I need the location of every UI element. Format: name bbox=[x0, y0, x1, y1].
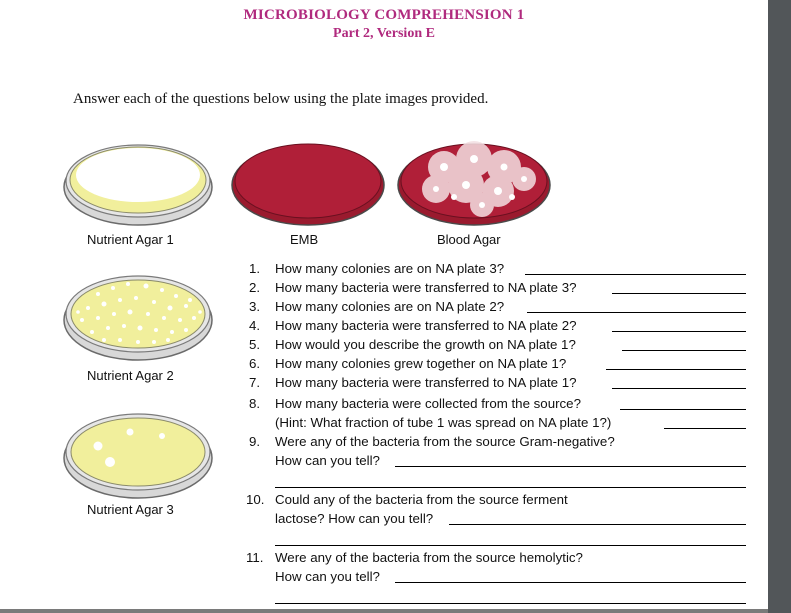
answer-line[interactable] bbox=[525, 274, 746, 275]
question-text: Were any of the bacteria from the source hemolytic? bbox=[275, 550, 583, 565]
question-number: 6. bbox=[249, 356, 261, 371]
answer-line[interactable] bbox=[622, 350, 746, 351]
viewer-background bbox=[768, 0, 791, 613]
emb-label: EMB bbox=[290, 232, 319, 247]
answer-line[interactable] bbox=[275, 487, 746, 488]
question-text-continued: lactose? How can you tell? bbox=[275, 511, 434, 526]
question-text: How many bacteria were transferred to NA plate 2? bbox=[275, 318, 577, 333]
nutrient-agar-3-label: Nutrient Agar 3 bbox=[87, 502, 174, 517]
blood-agar-label: Blood Agar bbox=[437, 232, 501, 247]
question-text-continued: How can you tell? bbox=[275, 453, 380, 468]
question-number: 7. bbox=[249, 375, 261, 390]
answer-line[interactable] bbox=[612, 388, 746, 389]
blood-agar-plate bbox=[394, 127, 554, 231]
answer-line[interactable] bbox=[449, 524, 746, 525]
page-bottom-edge bbox=[0, 609, 768, 613]
answer-line[interactable] bbox=[606, 369, 746, 370]
emb-plate bbox=[228, 127, 388, 231]
answer-line[interactable] bbox=[620, 409, 746, 410]
question-text: Were any of the bacteria from the source Gram-negative? bbox=[275, 434, 615, 449]
nutrient-agar-3-plate bbox=[58, 400, 218, 504]
question-text: How many bacteria were transferred to NA plate 1? bbox=[275, 375, 577, 390]
question-text-continued: How can you tell? bbox=[275, 569, 380, 584]
question-text: How many bacteria were transferred to NA plate 3? bbox=[275, 280, 577, 295]
answer-line[interactable] bbox=[395, 466, 746, 467]
question-hint: (Hint: What fraction of tube 1 was spread on NA plate 1?) bbox=[275, 415, 612, 430]
question-text: How many colonies are on NA plate 3? bbox=[275, 261, 505, 276]
question-number: 9. bbox=[249, 434, 261, 449]
question-text: How many bacteria were collected from the source? bbox=[275, 396, 581, 411]
question-number: 2. bbox=[249, 280, 261, 295]
question-number: 11. bbox=[246, 550, 264, 565]
answer-line[interactable] bbox=[395, 582, 746, 583]
question-text: Could any of the bacteria from the source ferment bbox=[275, 492, 568, 507]
answer-line[interactable] bbox=[527, 312, 746, 313]
question-text: How many colonies grew together on NA plate 1? bbox=[275, 356, 567, 371]
question-number: 5. bbox=[249, 337, 261, 352]
answer-line[interactable] bbox=[612, 293, 746, 294]
instructions: Answer each of the questions below using the plate images provided. bbox=[73, 91, 489, 107]
nutrient-agar-2-label: Nutrient Agar 2 bbox=[87, 368, 174, 383]
answer-line[interactable] bbox=[275, 603, 746, 604]
nutrient-agar-2-plate bbox=[58, 262, 218, 366]
question-text: How would you describe the growth on NA plate 1? bbox=[275, 337, 576, 352]
question-number: 3. bbox=[249, 299, 261, 314]
answer-line[interactable] bbox=[664, 428, 746, 429]
question-number: 4. bbox=[249, 318, 261, 333]
question-number: 10. bbox=[246, 492, 265, 507]
nutrient-agar-1-plate bbox=[58, 125, 218, 229]
answer-line[interactable] bbox=[275, 545, 746, 546]
question-text: How many colonies are on NA plate 2? bbox=[275, 299, 505, 314]
question-number: 1. bbox=[249, 261, 261, 276]
question-number: 8. bbox=[249, 396, 261, 411]
nutrient-agar-1-label: Nutrient Agar 1 bbox=[87, 232, 174, 247]
document-subtitle: Part 2, Version E bbox=[333, 26, 435, 41]
document-title: MICROBIOLOGY COMPREHENSION 1 bbox=[243, 7, 525, 23]
answer-line[interactable] bbox=[612, 331, 746, 332]
